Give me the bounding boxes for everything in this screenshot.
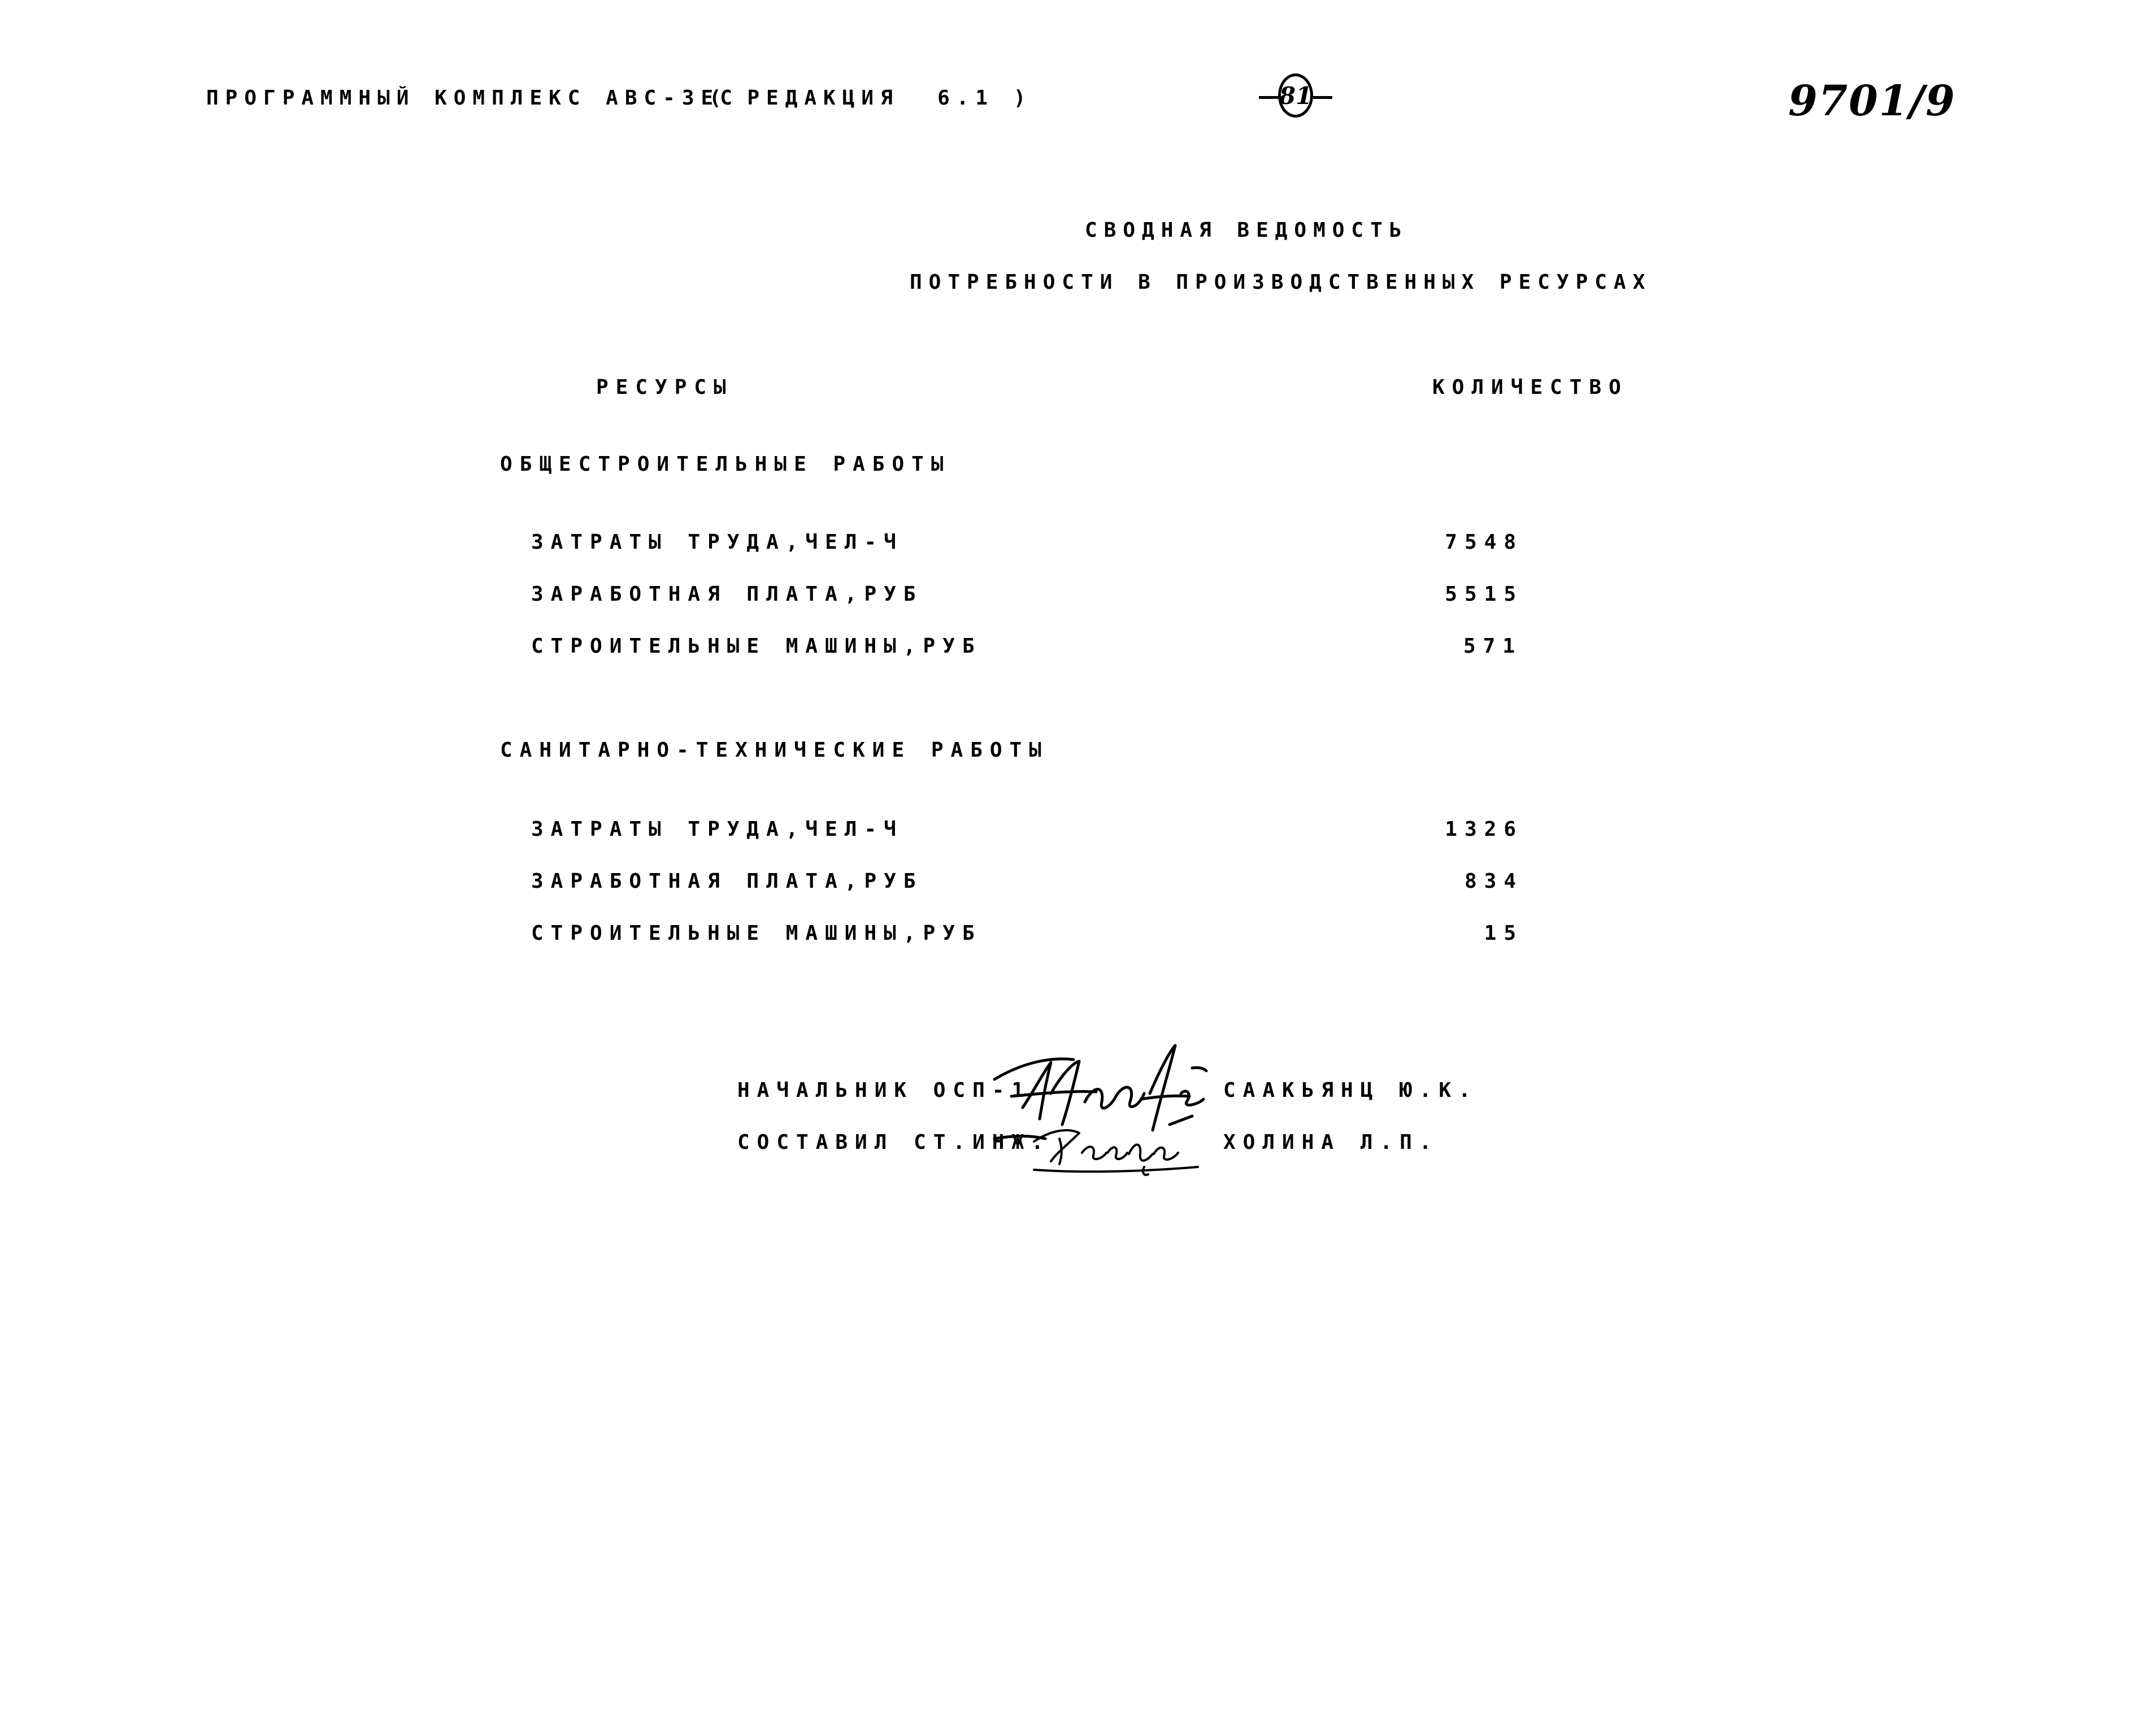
row-value: 15 [1484,922,1523,945]
page-number: 81 [1279,81,1313,110]
page-number-dash-right [1313,96,1332,99]
row-label: ЗАРАБОТНАЯ ПЛАТА,РУБ [531,583,923,606]
column-header-quantity: КОЛИЧЕСТВО [1432,376,1628,399]
page-number-dash-left [1259,96,1278,99]
row-label: ЗАРАБОТНАЯ ПЛАТА,РУБ [531,870,923,893]
section-title: ОБЩЕСТРОИТЕЛЬНЫЕ РАБОТЫ [500,453,951,476]
row-value: 5515 [1445,583,1523,606]
row-label: ЗАТРАТЫ ТРУДА,ЧЕЛ-Ч [531,531,903,554]
document-number: 9701/9 [1788,77,1956,125]
chief-role: НАЧАЛЬНИК ОСП-1 [737,1079,1032,1102]
row-value: 7548 [1445,531,1523,554]
column-header-resources: РЕСУРСЫ [596,376,733,399]
row-value: 1326 [1445,818,1523,841]
author-signature [1028,1119,1209,1181]
row-value: 571 [1463,635,1523,658]
program-name: ПРОГРАММНЫЙ КОМПЛЕКС АВС-ЗЕС [206,86,739,110]
row-label: СТРОИТЕЛЬНЫЕ МАШИНЫ,РУБ [531,922,982,945]
title-line-2: ПОТРЕБНОСТИ В ПРОИЗВОДСТВЕННЫХ РЕСУРСАХ [910,271,1652,294]
edition-label: ( РЕДАКЦИЯ 6.1 ) [709,86,1033,110]
title-line-1: СВОДНАЯ ВЕДОМОСТЬ [1085,219,1409,242]
author-name: ХОЛИНА Л.П. [1223,1131,1439,1154]
chief-name: СААКЬЯНЦ Ю.К. [1223,1079,1478,1102]
row-value: 834 [1464,870,1523,893]
section-title: САНИТАРНО-ТЕХНИЧЕСКИЕ РАБОТЫ [500,739,1049,762]
row-label: СТРОИТЕЛЬНЫЕ МАШИНЫ,РУБ [531,635,982,658]
row-label: ЗАТРАТЫ ТРУДА,ЧЕЛ-Ч [531,818,903,841]
page-number-stamp [1278,73,1313,118]
author-role: СОСТАВИЛ СТ.ИНЖ. [737,1131,1051,1154]
